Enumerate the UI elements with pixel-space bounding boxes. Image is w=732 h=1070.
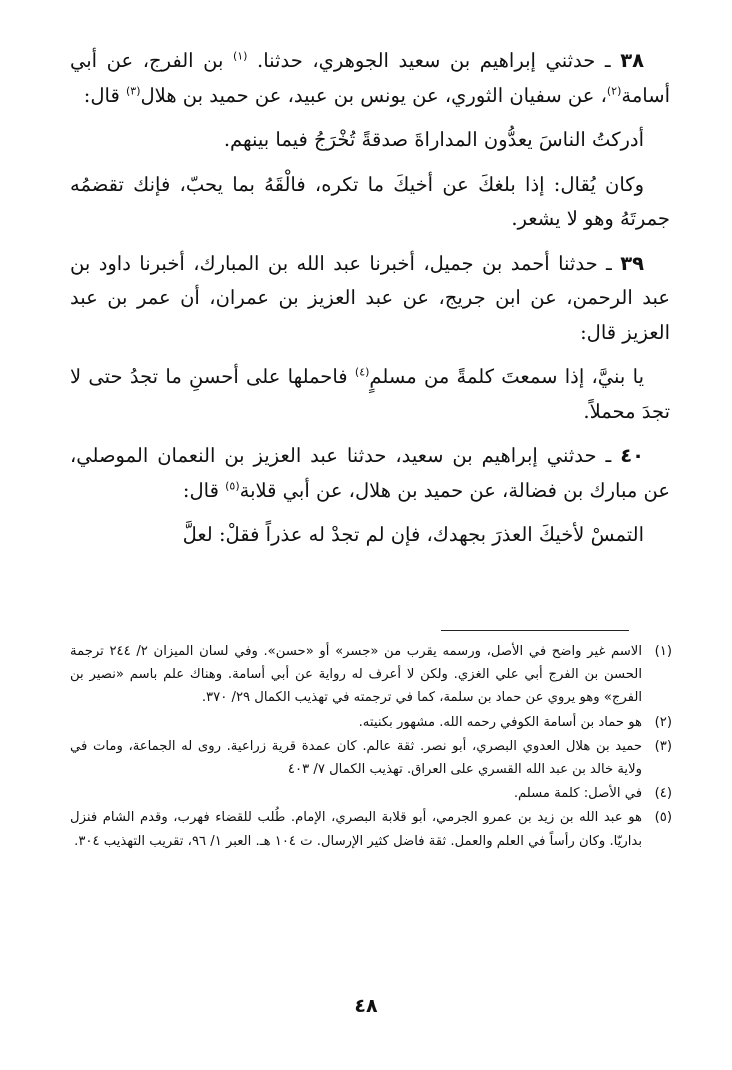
footnote-ref: (٣) (126, 84, 141, 97)
footnote-text: هو عبد الله بن زيد بن عمرو الجرمي، أبو قلابة البصري، الإمام. طُلب للقضاء فهرب، وقدم الشام فنزل بداريّا. وكان رأساً في العلم والعمل. ثقة فاضل كثير الإرسال. ت ١٠٤ هـ. العبر ١/ ٩٦، تقريب التهذيب ٣٠٤. (70, 810, 642, 849)
footnote-ref: (٢) (606, 84, 622, 97)
footnote-number: (٢) (654, 714, 672, 730)
isnad-text: ـ حدثنا أحمد بن جميل، أخبرنا عبد الله بن المبارك، أخبرنا داود بن عبد الرحمن، عن ابن جريج، عن عبد العزيز بن عمران، أن عمر بن عبد العزيز قال: (70, 251, 670, 344)
footnote-ref: (٤) (354, 365, 370, 379)
isnad-text: ، عن سفيان الثوري، عن يونس بن عبيد، عن حميد بن هلال (140, 83, 607, 107)
footnote-5 (70, 806, 672, 852)
quote-40: التمسْ لأخيكَ العذرَ بجهدك، فإن لم تجدْ له عذراً فقلْ: لعلَّ (182, 523, 644, 546)
footnote-text: هو حماد بن أسامة الكوفي رحمه الله. مشهور بكنيته. (358, 714, 642, 730)
paragraph-38 (70, 44, 670, 113)
footnote-number: (٥) (654, 810, 672, 826)
footnote-text: في الأصل: كلمة مسلم. (513, 786, 642, 802)
isnad-text: قال: (182, 478, 226, 502)
footnote-1 (70, 640, 672, 710)
footnote-4 (70, 782, 672, 805)
footnote-ref: (١) (232, 49, 248, 63)
main-text (70, 44, 670, 553)
footnote-number: (٣) (654, 738, 672, 754)
hadith-number: ٤٠ (620, 444, 644, 467)
footnotes (70, 640, 672, 854)
isnad-text: قال: (83, 83, 126, 107)
hadith-number: ٣٨ (620, 49, 644, 72)
quote-text: يا بنيَّ، إذا سمعتَ كلمةً من مسلمٍ (369, 365, 645, 388)
footnote-2 (70, 711, 672, 734)
quote-text: فاحملها على أحسنِ ما تجدُ حتى لا تجدَ محملاً. (70, 365, 670, 423)
footnote-number: (٤) (654, 786, 672, 802)
footnote-3 (70, 735, 672, 781)
isnad-text: بن الفرج، عن أبي أسامة (70, 49, 670, 107)
footnote-ref: (٥) (225, 479, 240, 492)
footnote-separator (441, 630, 629, 631)
footnote-text: حميد بن هلال العدوي البصري، أبو نصر. ثقة عالم. كان عمدة قرية زراعية. روى له الجماعة، ومات في ولاية خالد بن عبد الله القسري على العراق. تهذيب الكمال ٧/ ٤٠٣ (70, 738, 642, 778)
footnote-number: (١) (654, 644, 672, 659)
isnad-text: ـ حدثني إبراهيم بن سعيد الجوهري، حدثنا. (247, 49, 621, 72)
page-number: ٤٨ (354, 995, 378, 1017)
hadith-number: ٣٩ (620, 251, 644, 275)
paragraph-40 (70, 439, 670, 508)
quote-39 (70, 360, 670, 429)
paragraph-39 (70, 247, 670, 351)
footnote-text: الاسم غير واضح في الأصل، ورسمه يقرب من «جسر» أو «حسن». وفي لسان الميزان ٢/ ٢٤٤ ترجمة الحسن بن الفرج أبي علي الغزي. ولكن لا أعرف له رواية عن أبي أسامة. وهناك علم باسم «نصير بن الفرج» وهو يروي عن حماد بن سلمة، كما في ترجمته في تهذيب الكمال ٢٩/ ٣٧٠. (70, 644, 642, 706)
isnad-text: ـ حدثني إبراهيم بن سعيد، حدثنا عبد العزيز بن النعمان الموصلي، عن مبارك بن فضالة، عن حميد بن هلال، عن أبي قلابة (70, 444, 670, 502)
quote-38b: وكان يُقال: إذا بلغكَ عن أخيكَ ما تكره، فالْقَهُ بما يحبّ، فإنك تقضمُه جمرتَهُ وهو لا يشعر. (70, 172, 670, 230)
quote-38a: أدركتُ الناسَ يعدُّون المداراةَ صدقةً تُخْرَجُ فيما بينهم. (223, 128, 644, 151)
